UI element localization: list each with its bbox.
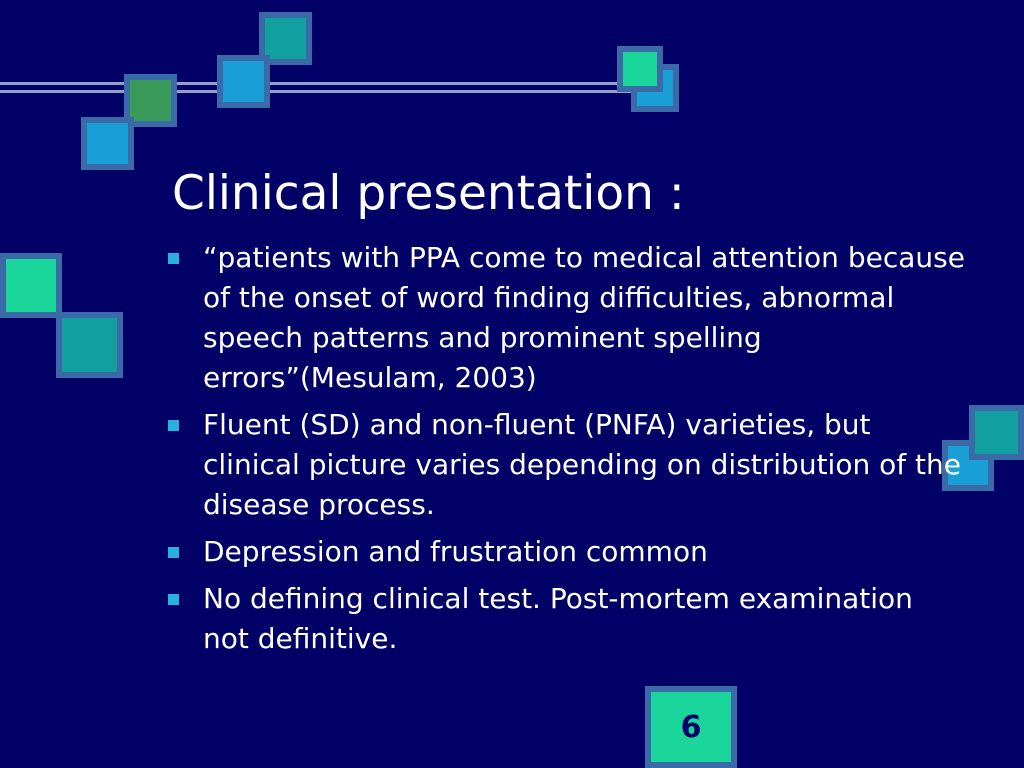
square-bullet-icon xyxy=(168,253,179,264)
bullet-text: Depression and frustration common xyxy=(203,535,708,568)
decor-square-mint-right xyxy=(617,46,663,92)
decor-square-teal-mid-right xyxy=(969,405,1024,460)
decor-line-bottom xyxy=(0,90,655,93)
bullet-text: “patients with PPA come to medical attention because of the onset of word finding difficulties, abnormal speech patterns and prominent spelling errors”(Mesulam, 2003) xyxy=(203,241,965,394)
page-number: 6 xyxy=(680,709,702,745)
bullet-item xyxy=(166,238,966,398)
bullet-item xyxy=(166,579,966,659)
square-bullet-icon xyxy=(168,594,179,605)
bullet-text: Fluent (SD) and non-fluent (PNFA) varieties, but clinical picture varies depending on distribution of the disease process. xyxy=(203,408,961,521)
decor-square-sky-top xyxy=(217,55,270,108)
page-number-box xyxy=(645,686,737,768)
square-bullet-icon xyxy=(168,547,179,558)
slide-title: Clinical presentation : xyxy=(172,166,685,221)
bullet-text: No defining clinical test. Post-mortem examination not definitive. xyxy=(203,582,913,655)
decor-line-top xyxy=(0,82,655,85)
bullet-item xyxy=(166,532,966,572)
decor-square-sky-left xyxy=(81,117,134,170)
square-bullet-icon xyxy=(168,420,179,431)
decor-square-teal-mid-left xyxy=(56,312,123,378)
decor-square-mint-mid-left xyxy=(0,253,62,318)
bullet-item xyxy=(166,405,966,525)
bullet-list xyxy=(166,238,966,666)
